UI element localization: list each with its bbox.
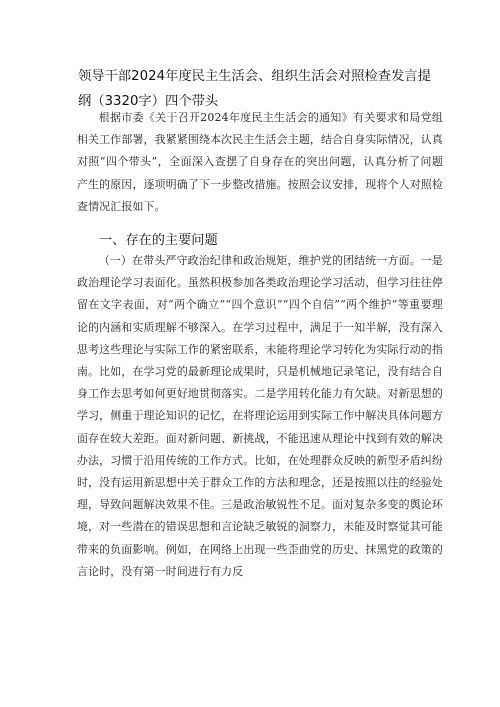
section-heading: 一、存在的主要问题	[99, 233, 218, 248]
document-title: 领导干部2024年度民主生活会、组织生活会对照检查发言提纲（3320字）四个带头	[78, 69, 431, 109]
section1-paragraph: （一）在带头严守政治纪律和政治规矩，维护党的团结统一方面。一是政治理论学习表面化。虽然积极参加各类政治理论学习活动，但学习往往停留在文字表面，对“两个确立”“四个意识”“四个自信”“两个维护”等重要理论的内涵和实质理解不够深入。在学习过程中，满足于一知半解，没有深入思考这些理论与实际工作的紧密联系，未能将理论学习转化为实际行动的指南。比如，在学习党的最新理论成果时，只是机械地记录笔记，没有结合自身工作去思考如何更好地贯彻落实。二是学用转化能力有欠缺。对新思想的学习，侧重于理论知识的记忆，在将理论运用到实际工作中解决具体问题方面存在较大差距。面对新问题、新挑战，不能迅速从理论中找到有效的解决办法，习惯于沿用传统的工作方式。比如，在处理群众反映的新型矛盾纠纷时，没有运用新思想中关于群众工作的方法和理念，还是按照以往的经验处理，导致问题解决效果不佳。三是政治敏锐性不足。面对复杂多变的舆论环境，对一些潜在的错误思想和言论缺乏敏锐的洞察力，未能及时察觉其可能带来的负面影响。例如，在网络上出现一些歪曲党的历史、抹黑党的政策的言论时，没有第一时间进行有力反	[77, 254, 443, 578]
intro-paragraph: 根据市委《关于召开2024年度民主生活会的通知》有关要求和局党组相关工作部署，我紧紧围绕本次民主生活会主题，结合自身实际情况，认真对照“四个带头”，全面深入查摆了自身存在的突出问题，认真分析了问题产生的原因，逐项明确了下一步整改措施。按照会议安排，现将个人对照检查情况汇报如下。	[77, 111, 443, 213]
